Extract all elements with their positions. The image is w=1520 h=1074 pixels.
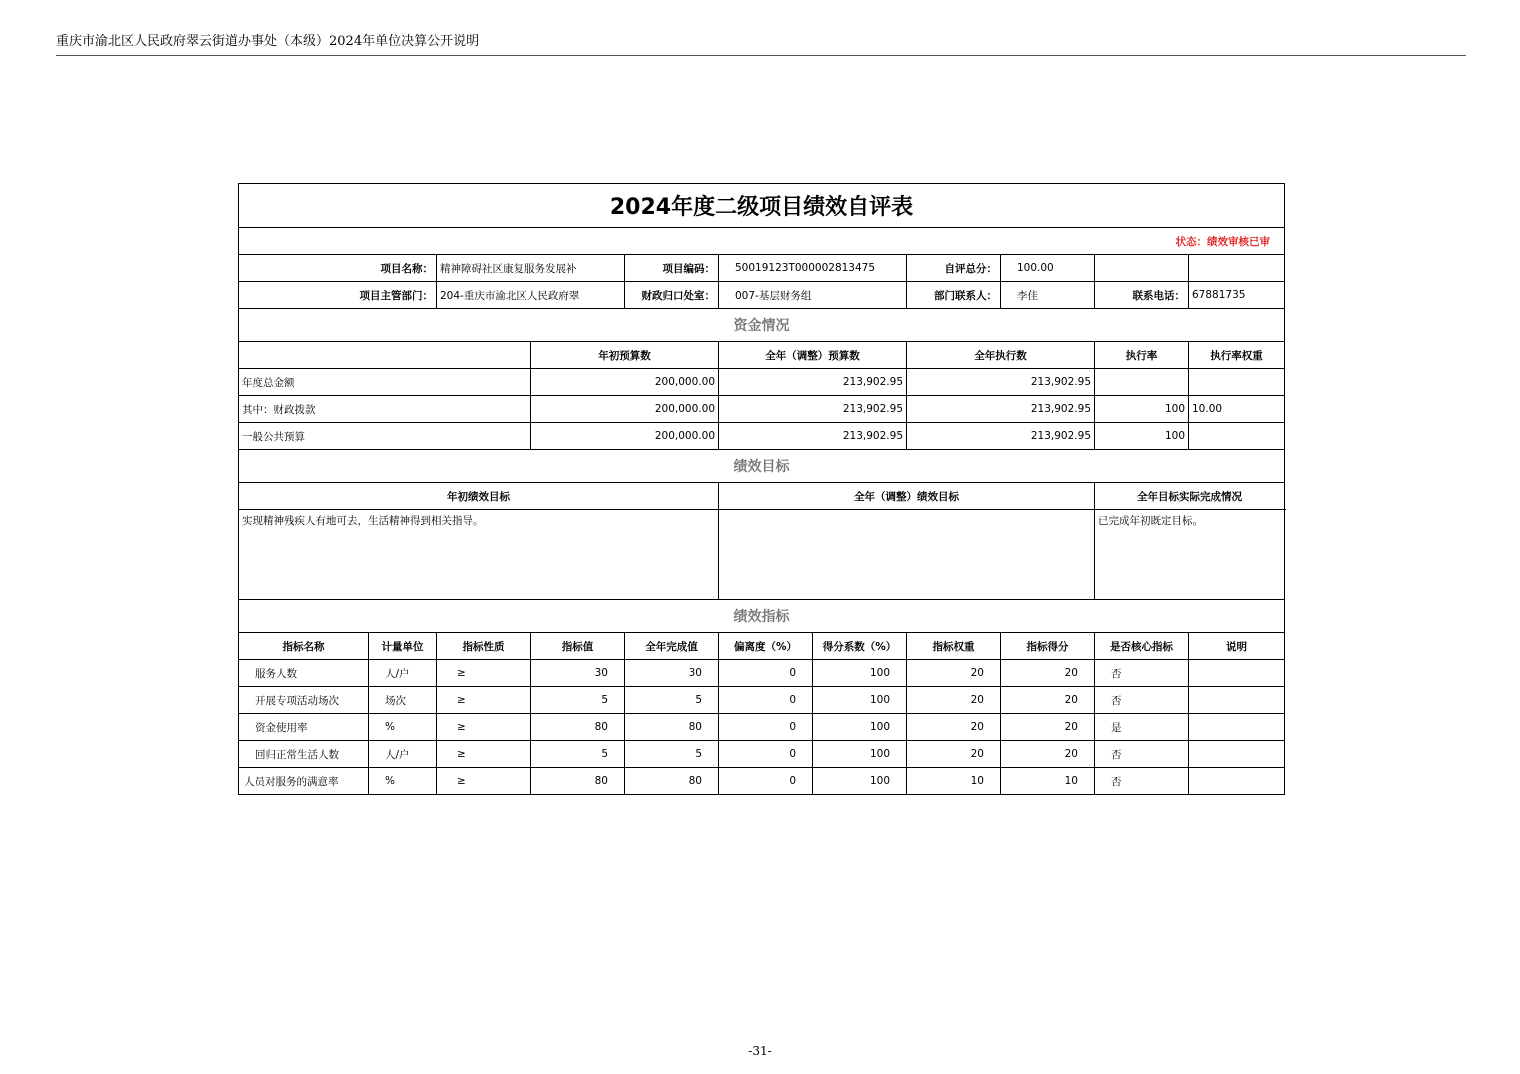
indicator-target: 30 — [531, 660, 625, 687]
goals-header-row — [239, 483, 1285, 510]
indicator-core: 是 — [1095, 714, 1189, 741]
goals-header: 全年（调整）绩效目标 — [719, 483, 1095, 510]
funds-initial: 200,000.00 — [531, 423, 719, 450]
indicator-header: 指标权重 — [907, 633, 1001, 660]
indicator-deviation: 0 — [719, 714, 813, 741]
score-value: 100.00 — [1001, 255, 1095, 282]
funds-header-row — [239, 342, 1285, 369]
indicator-note — [1189, 687, 1285, 714]
indicator-done: 30 — [625, 660, 719, 687]
funds-weight — [1189, 423, 1285, 450]
funds-executed: 213,902.95 — [907, 396, 1095, 423]
funds-rate: 100 — [1095, 423, 1189, 450]
indicator-unit: 人/户 — [369, 660, 437, 687]
status-badge: 状态：绩效审核已审 — [239, 228, 1285, 255]
contact-value: 李佳 — [1001, 282, 1095, 309]
indicator-unit: % — [369, 768, 437, 795]
funds-weight: 10.00 — [1189, 396, 1285, 423]
phone-label: 联系电话： — [1095, 282, 1189, 309]
score-label: 自评总分： — [907, 255, 1001, 282]
indicator-name: 服务人数 — [239, 660, 369, 687]
contact-label: 部门联系人： — [907, 282, 1001, 309]
indicator-score: 20 — [1001, 714, 1095, 741]
indicator-coefficient: 100 — [813, 714, 907, 741]
page-number: -31- — [748, 1044, 772, 1058]
indicator-score: 20 — [1001, 660, 1095, 687]
indicator-coefficient: 100 — [813, 660, 907, 687]
indicator-done: 80 — [625, 768, 719, 795]
indicator-row — [239, 741, 1285, 768]
indicator-target: 5 — [531, 741, 625, 768]
funds-row-label: 年度总金额 — [239, 369, 531, 396]
indicator-header: 指标名称 — [239, 633, 369, 660]
indicator-score: 10 — [1001, 768, 1095, 795]
indicators-section-title: 绩效指标 — [239, 600, 1285, 633]
indicator-note — [1189, 714, 1285, 741]
actual-completion: 已完成年初既定目标。 — [1095, 510, 1285, 600]
funds-weight — [1189, 369, 1285, 396]
empty-cell — [239, 342, 531, 369]
indicator-weight: 10 — [907, 768, 1001, 795]
indicator-row — [239, 768, 1285, 795]
indicator-weight: 20 — [907, 714, 1001, 741]
indicator-score: 20 — [1001, 741, 1095, 768]
funds-row — [239, 396, 1285, 423]
indicator-done: 5 — [625, 687, 719, 714]
goals-section-title: 绩效目标 — [239, 450, 1285, 483]
dept-label: 项目主管部门： — [239, 282, 437, 309]
indicator-header: 全年完成值 — [625, 633, 719, 660]
indicator-name: 开展专项活动场次 — [239, 687, 369, 714]
indicator-nature: ≥ — [437, 687, 531, 714]
indicator-target: 80 — [531, 768, 625, 795]
indicator-header: 得分系数（%） — [813, 633, 907, 660]
indicator-row — [239, 687, 1285, 714]
indicator-deviation: 0 — [719, 741, 813, 768]
funds-row — [239, 423, 1285, 450]
indicator-target: 80 — [531, 714, 625, 741]
finance-value: 007-基层财务组 — [719, 282, 907, 309]
indicator-core: 否 — [1095, 687, 1189, 714]
indicator-coefficient: 100 — [813, 741, 907, 768]
indicator-nature: ≥ — [437, 714, 531, 741]
funds-header: 执行率权重 — [1189, 342, 1285, 369]
indicator-core: 否 — [1095, 660, 1189, 687]
info-row-1 — [239, 255, 1285, 282]
indicator-header: 是否核心指标 — [1095, 633, 1189, 660]
funds-initial: 200,000.00 — [531, 396, 719, 423]
finance-label: 财政归口处室： — [625, 282, 719, 309]
empty-cell — [1189, 255, 1285, 282]
indicator-nature: ≥ — [437, 660, 531, 687]
indicator-weight: 20 — [907, 741, 1001, 768]
funds-adjusted: 213,902.95 — [719, 369, 907, 396]
funds-header: 年初预算数 — [531, 342, 719, 369]
adjusted-goal — [719, 510, 1095, 600]
table-title: 2024年度二级项目绩效自评表 — [239, 184, 1285, 228]
indicator-unit: % — [369, 714, 437, 741]
indicator-done: 5 — [625, 741, 719, 768]
funds-header: 全年执行数 — [907, 342, 1095, 369]
indicator-header: 计量单位 — [369, 633, 437, 660]
project-name-label: 项目名称： — [239, 255, 437, 282]
indicator-done: 80 — [625, 714, 719, 741]
indicator-header: 说明 — [1189, 633, 1285, 660]
indicator-coefficient: 100 — [813, 768, 907, 795]
indicator-core: 否 — [1095, 768, 1189, 795]
funds-adjusted: 213,902.95 — [719, 396, 907, 423]
indicator-weight: 20 — [907, 687, 1001, 714]
indicator-weight: 20 — [907, 660, 1001, 687]
project-code-label: 项目编码： — [625, 255, 719, 282]
indicator-header: 指标得分 — [1001, 633, 1095, 660]
goals-header: 年初绩效目标 — [239, 483, 719, 510]
indicator-nature: ≥ — [437, 741, 531, 768]
funds-executed: 213,902.95 — [907, 423, 1095, 450]
indicator-score: 20 — [1001, 687, 1095, 714]
goals-content-row — [239, 510, 1285, 600]
indicator-header: 指标性质 — [437, 633, 531, 660]
funds-rate — [1095, 369, 1189, 396]
project-code-value: 50019123T000002813475 — [719, 255, 907, 282]
goals-header: 全年目标实际完成情况 — [1095, 483, 1285, 510]
indicator-header: 指标值 — [531, 633, 625, 660]
project-name-value: 精神障碍社区康复服务发展补 — [437, 255, 625, 282]
phone-value: 67881735 — [1189, 282, 1285, 309]
indicators-header-row — [239, 633, 1285, 660]
document-header: 重庆市渝北区人民政府翠云街道办事处（本级）2024年单位决算公开说明 — [56, 30, 1466, 56]
indicator-name: 人员对服务的满意率 — [239, 768, 369, 795]
indicator-row — [239, 660, 1285, 687]
indicator-deviation: 0 — [719, 660, 813, 687]
indicator-header: 偏离度（%） — [719, 633, 813, 660]
funds-header: 执行率 — [1095, 342, 1189, 369]
indicator-row — [239, 714, 1285, 741]
funds-initial: 200,000.00 — [531, 369, 719, 396]
indicator-unit: 场次 — [369, 687, 437, 714]
indicator-note — [1189, 741, 1285, 768]
indicator-coefficient: 100 — [813, 687, 907, 714]
funds-executed: 213,902.95 — [907, 369, 1095, 396]
initial-goal: 实现精神残疾人有地可去，生活精神得到相关指导。 — [239, 510, 719, 600]
dept-value: 204-重庆市渝北区人民政府翠 — [437, 282, 625, 309]
performance-evaluation-table — [238, 183, 1285, 795]
indicator-core: 否 — [1095, 741, 1189, 768]
funds-section-title: 资金情况 — [239, 309, 1285, 342]
funds-row-label: 其中：财政拨款 — [239, 396, 531, 423]
indicator-unit: 人/户 — [369, 741, 437, 768]
indicator-deviation: 0 — [719, 687, 813, 714]
empty-cell — [1095, 255, 1189, 282]
funds-adjusted: 213,902.95 — [719, 423, 907, 450]
funds-header: 全年（调整）预算数 — [719, 342, 907, 369]
indicator-name: 资金使用率 — [239, 714, 369, 741]
indicator-nature: ≥ — [437, 768, 531, 795]
indicator-deviation: 0 — [719, 768, 813, 795]
funds-row — [239, 369, 1285, 396]
funds-rate: 100 — [1095, 396, 1189, 423]
indicator-note — [1189, 660, 1285, 687]
info-row-2 — [239, 282, 1285, 309]
indicator-note — [1189, 768, 1285, 795]
indicator-target: 5 — [531, 687, 625, 714]
funds-row-label: 一般公共预算 — [239, 423, 531, 450]
indicator-name: 回归正常生活人数 — [239, 741, 369, 768]
